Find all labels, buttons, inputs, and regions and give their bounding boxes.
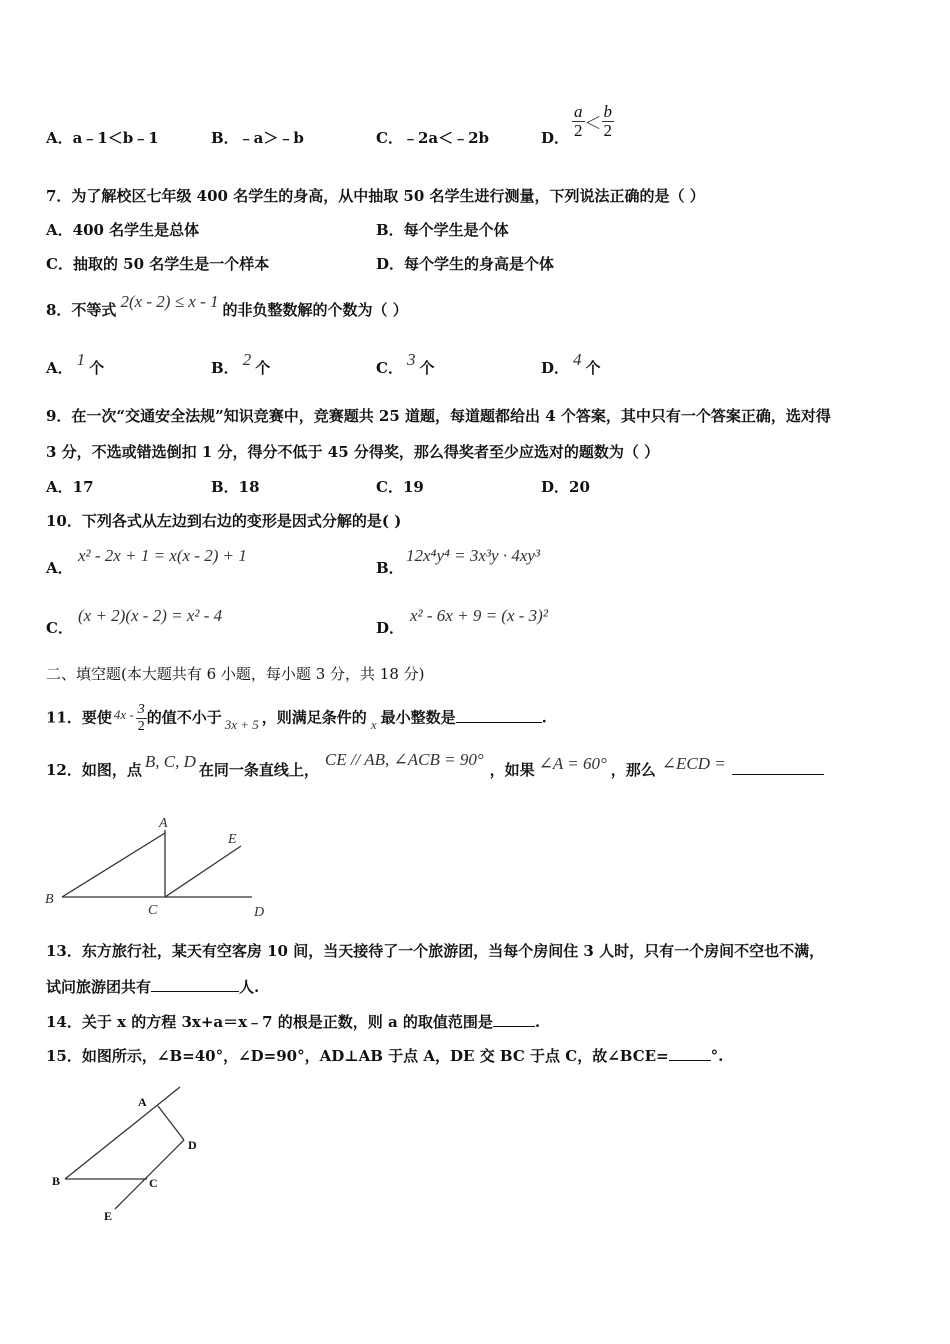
q9-option-d: D．20 xyxy=(541,478,590,496)
q6-option-c: C．﹣2a＜﹣2b xyxy=(376,129,490,147)
q10-option-c-expression: (x + 2)(x - 2) = x² - 4 xyxy=(78,606,223,625)
q12-pre: 12．如图，点 xyxy=(46,761,142,779)
q7-option-b: B．每个学生是个体 xyxy=(376,221,509,239)
q12-label-c: C xyxy=(148,903,158,918)
q10-option-b-expression: 12x⁴y⁴ = 3x³y · 4xy³ xyxy=(406,546,541,565)
q8-option-a-label: A． xyxy=(46,359,73,377)
q8-option-a xyxy=(46,350,105,378)
q14-stem xyxy=(46,1012,540,1032)
q8-option-b xyxy=(211,350,271,378)
q8-inequality: 2(x - 2) ≤ x - 1 xyxy=(120,292,219,311)
q6-frac2-num: b xyxy=(603,102,612,121)
q8-option-d-value: 4 xyxy=(573,350,582,369)
q6-frac1-den: 2 xyxy=(574,121,583,140)
q9-option-a: A．17 xyxy=(46,478,94,496)
q10-stem: 10．下列各式从左边到右边的变形是因式分解的是( ) xyxy=(46,512,402,530)
q8-option-c xyxy=(376,350,435,378)
q10-option-b-label: B． xyxy=(376,559,404,577)
q15-stem xyxy=(46,1046,723,1066)
q12-condition: CE // AB, ∠ACB = 90° xyxy=(324,750,484,769)
q14-post: . xyxy=(534,1013,541,1031)
q11-expr-a: 4x - xyxy=(113,706,134,722)
q15-pre: 15．如图所示，∠B=40°，∠D=90°，AD⊥AB 于点 A，DE 交 BC 于点 C，故∠BCE= xyxy=(46,1047,669,1065)
q12-answer-blank[interactable] xyxy=(732,760,824,775)
section-2-heading: 二、填空题(本大题共有 6 小题，每小题 3 分，共 18 分) xyxy=(46,665,425,683)
q12-figure xyxy=(40,810,280,922)
q8-option-d xyxy=(541,350,601,378)
q11-answer-blank[interactable] xyxy=(456,708,542,723)
q11-mid: 的值不小于 xyxy=(146,708,222,727)
q6-less-than: ＜ xyxy=(584,114,602,134)
q9-option-c: C．19 xyxy=(376,478,424,496)
q10-option-a-expression: x² - 2x + 1 = x(x - 2) + 1 xyxy=(78,546,247,565)
q11-post: 最小整数是 xyxy=(380,708,456,727)
q15-label-a: A xyxy=(138,1095,147,1109)
q11-frac-num: 3 xyxy=(137,702,145,717)
q7-option-c: C．抽取的 50 名学生是一个样本 xyxy=(46,255,270,273)
q10-option-a-label: A． xyxy=(46,559,73,577)
q15-label-e: E xyxy=(104,1209,113,1223)
q12-stem xyxy=(46,750,824,780)
q12-segment-ab xyxy=(62,833,165,897)
q12-mid1: 在同一条直线上， xyxy=(198,761,319,779)
q15-label-d: D xyxy=(188,1138,197,1152)
q8-stem-post: 的非负整数解的个数为（ ） xyxy=(222,301,408,319)
q7-stem: 7．为了解校区七年级 400 名学生的身高，从中抽取 50 名学生进行测量，下列说法正确的是（ ） xyxy=(46,187,705,205)
q10-option-c-label: C． xyxy=(46,619,73,637)
q6-option-d-label: D． xyxy=(541,129,570,147)
q13-stem-line1: 13．东方旅行社，某天有空客房 10 间，当天接待了一个旅游团，当每个房间住 3 人时，只有一个房间不空也不满， xyxy=(46,942,825,960)
q7-option-a: A．400 名学生是总体 xyxy=(46,221,200,239)
q15-label-c: C xyxy=(149,1176,158,1190)
q6-option-a: A．a﹣1＜b﹣1 xyxy=(46,129,159,147)
q8-option-d-unit: 个 xyxy=(585,359,601,377)
q11-pre: 11．要使 xyxy=(46,708,112,727)
q11-frac-den: 2 xyxy=(137,719,145,734)
q8-option-a-unit: 个 xyxy=(89,359,105,377)
q12-ask-angle: ∠ECD = xyxy=(661,754,726,773)
q6-option-d-expression xyxy=(572,103,614,140)
q11-stem xyxy=(46,702,547,735)
q12-points: B, C, D xyxy=(144,752,196,771)
q10-option-d-label: D． xyxy=(376,619,405,637)
q11-var: x xyxy=(370,716,377,732)
q15-label-b: B xyxy=(52,1174,61,1188)
q14-answer-blank[interactable] xyxy=(493,1012,535,1027)
q15-post: °. xyxy=(710,1047,724,1065)
q8-option-c-unit: 个 xyxy=(419,359,435,377)
q8-option-b-unit: 个 xyxy=(255,359,271,377)
q8-stem-pre: 8．不等式 xyxy=(46,301,117,319)
q13-post: 人. xyxy=(239,978,260,996)
q15-line-ba xyxy=(65,1087,180,1179)
q11-mid2: ，则满足条件的 xyxy=(261,708,367,727)
q15-segment-ad xyxy=(158,1106,184,1140)
q8-option-b-value: 2 xyxy=(242,350,252,369)
q11-end: . xyxy=(541,708,547,727)
q9-stem-line2: 3 分，不选或错选倒扣 1 分，得分不低于 45 分得奖，那么得奖者至少应选对的题数为（ ） xyxy=(46,443,660,461)
q13-pre: 试问旅游团共有 xyxy=(46,978,152,996)
q12-label-d: D xyxy=(254,905,265,920)
q6-frac2-den: 2 xyxy=(603,121,612,140)
q15-figure xyxy=(40,1082,220,1227)
q10-option-d-expression: x² - 6x + 9 = (x - 3)² xyxy=(410,606,548,625)
q12-label-e: E xyxy=(228,832,237,847)
q14-pre: 14．关于 x 的方程 3x+a＝x﹣7 的根是正数，则 a 的取值范围是 xyxy=(46,1013,493,1031)
q12-mid2: ，如果 xyxy=(489,761,535,779)
q12-label-a: A xyxy=(159,816,168,831)
q13-answer-blank[interactable] xyxy=(151,977,239,992)
q9-option-b: B．18 xyxy=(211,478,260,496)
q8-option-a-value: 1 xyxy=(76,350,86,369)
q15-answer-blank[interactable] xyxy=(669,1046,711,1061)
q15-line-de xyxy=(115,1140,184,1209)
q8-option-c-label: C． xyxy=(376,359,403,377)
q11-expr-b: 3x + 5 xyxy=(224,716,259,732)
q6-option-b: B．﹣a＞﹣b xyxy=(211,129,304,147)
q7-option-d: D．每个学生的身高是个体 xyxy=(376,255,555,273)
q8-option-b-label: B． xyxy=(211,359,239,377)
q12-segment-ce xyxy=(165,846,241,897)
q13-stem-line2 xyxy=(46,977,259,997)
q6-frac1-num: a xyxy=(574,102,583,121)
q8-option-d-label: D． xyxy=(541,359,570,377)
q8-stem xyxy=(46,292,408,320)
q12-mid3: ，那么 xyxy=(610,761,656,779)
q6-option-d xyxy=(541,128,569,148)
q9-stem-line1: 9．在一次“交通安全法规”知识竞赛中，竞赛题共 25 道题，每道题都给出 4 个答案，其中只有一个答案正确，选对得 xyxy=(46,407,831,425)
q8-option-c-value: 3 xyxy=(406,350,416,369)
q12-label-b: B xyxy=(45,892,54,907)
q12-angle-a: ∠A = 60° xyxy=(538,754,607,773)
